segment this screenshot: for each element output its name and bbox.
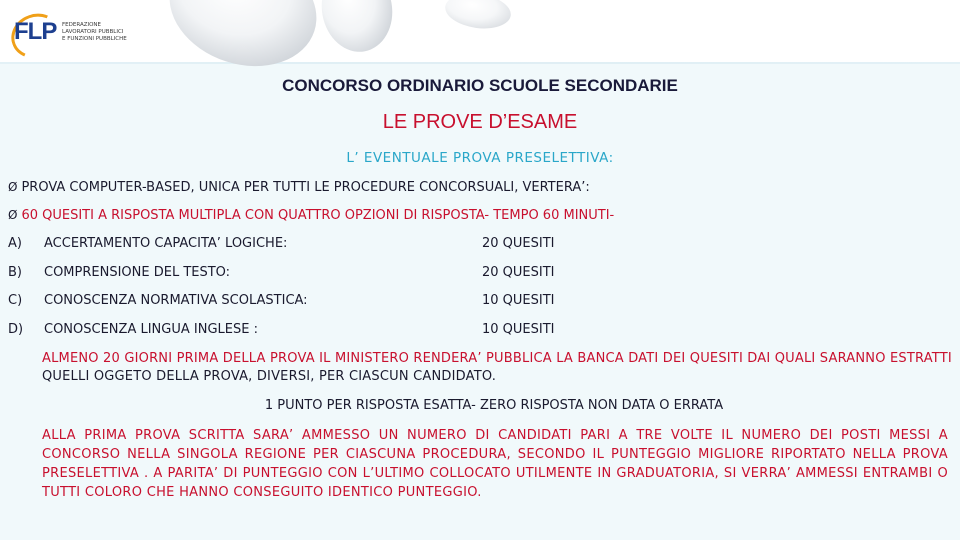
bullet-text: PROVA COMPUTER-BASED, UNICA PER TUTTI LE PROCEDURE CONCORSUALI, VERTERA’: bbox=[21, 180, 590, 195]
notice-text: ALMENO 20 GIORNI PRIMA DELLA PROVA IL MINISTERO RENDERA’ PUBBLICA LA BANCA DATI DEI QUESITI DAI QUALI SARANNO ESTRATTI bbox=[42, 351, 952, 366]
area-key: B) bbox=[8, 265, 22, 280]
area-count: 20 QUESITI bbox=[482, 236, 555, 251]
area-label: ACCERTAMENTO CAPACITA’ LOGICHE: bbox=[44, 236, 288, 251]
section-heading: L’ EVENTUALE PROVA PRESELETTIVA: bbox=[346, 150, 614, 166]
logo-text-line: FEDERAZIONE bbox=[62, 22, 102, 28]
bullet-item bbox=[8, 180, 590, 195]
bullet-item bbox=[8, 208, 614, 223]
admission-paragraph: ALLA PRIMA PROVA SCRITTA SARA’ AMMESSO UN NUMERO DI CANDIDATI PARI A TRE VOLTE IL NUMERO DEI POSTI MESSI A CONCORSO NELLA SINGOLA REGIONE PER CIASCUNA PROCEDURA, SECONDO IL PUNTEGGIO MIGLIORE RIPORTATO NELLA PROVA PRESELETTIVA . A PARITA’ DI PUNTEGGIO CON L’ULTIMO COLLOCATO UTILMENTE IN GRADUATORIA, SI VERRA’ AMMESSI ENTRAMBI O TUTTI COLORO CHE HANNO CONSEGUITO IDENTICO PUNTEGGIO. bbox=[42, 428, 948, 500]
notice-paragraph bbox=[42, 350, 952, 386]
logo-text bbox=[62, 22, 132, 43]
area-label: CONOSCENZA LINGUA INGLESE : bbox=[44, 322, 258, 337]
area-label: COMPRENSIONE DEL TESTO: bbox=[44, 265, 231, 280]
arrow-bullet-icon: Ø bbox=[8, 208, 18, 222]
bullet-text: 60 QUESITI A RISPOSTA MULTIPLA CON QUATTRO OPZIONI DI RISPOSTA- TEMPO 60 MINUTI- bbox=[21, 208, 615, 223]
area-count: 10 QUESITI bbox=[482, 293, 555, 308]
area-key: C) bbox=[8, 293, 23, 308]
area-count: 20 QUESITI bbox=[482, 265, 555, 280]
page-subtitle: LE PROVE D’ESAME bbox=[382, 111, 578, 133]
area-key: A) bbox=[8, 236, 22, 251]
arrow-bullet-icon: Ø bbox=[8, 180, 18, 194]
area-label: CONOSCENZA NORMATIVA SCOLASTICA: bbox=[44, 293, 308, 308]
scoring-rule: 1 PUNTO PER RISPOSTA ESATTA- ZERO RISPOSTA NON DATA O ERRATA bbox=[264, 398, 724, 413]
area-key: D) bbox=[8, 322, 24, 337]
notice-text-continued: QUELLI OGGETO DELLA PROVA, DIVERSI, PER CIASCUN CANDIDATO. bbox=[42, 369, 497, 384]
logo-text-line: E FUNZIONI PUBBLICHE bbox=[62, 36, 127, 42]
logo-text-line: LAVORATORI PUBBLICI bbox=[62, 29, 124, 35]
logo-mark: FLP bbox=[14, 18, 57, 45]
page-title: CONCORSO ORDINARIO SCUOLE SECONDARIE bbox=[282, 76, 678, 95]
flp-logo bbox=[14, 14, 127, 60]
area-count: 10 QUESITI bbox=[482, 322, 555, 337]
